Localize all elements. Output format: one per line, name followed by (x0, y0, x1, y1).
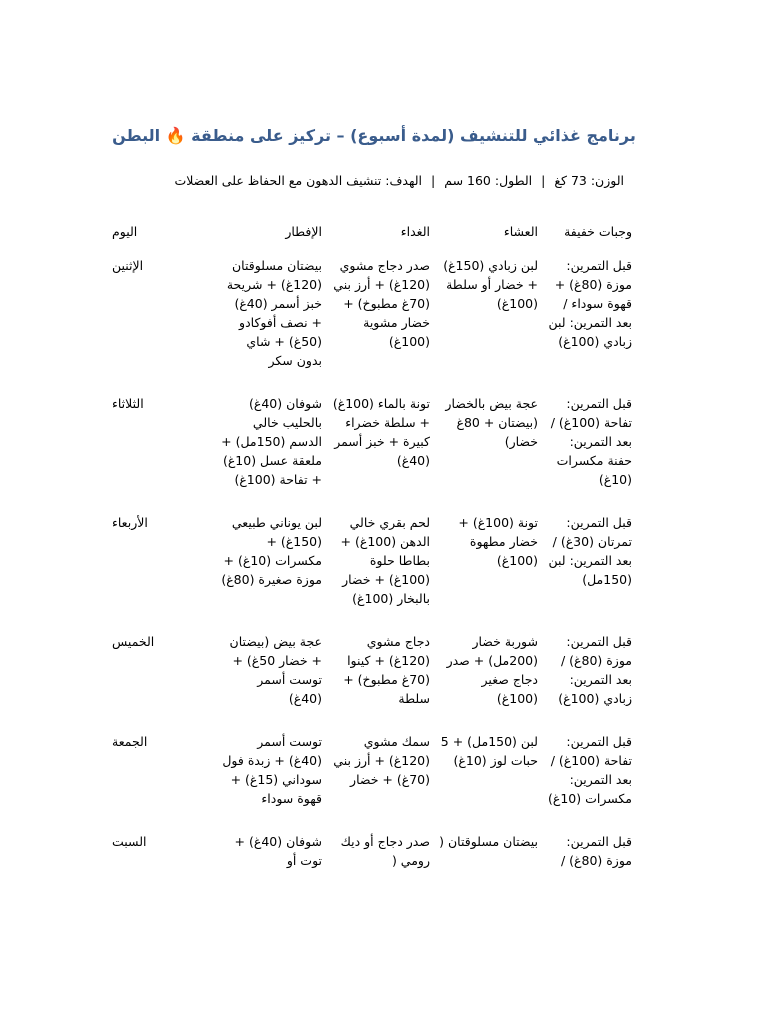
table-row (108, 632, 636, 732)
table-row (108, 513, 636, 632)
header-snacks: وجبات خفيفة (564, 224, 632, 239)
row-dinner: بيضتان مسلوقتان ( (439, 834, 538, 849)
row-snacks: قبل التمرين: تمرتان (30غ) / بعد التمرين: لبن (150مل) (548, 515, 632, 587)
row-day: السبت (112, 834, 147, 849)
table-row (108, 832, 636, 894)
header-breakfast: الإفطار (285, 224, 322, 239)
row-snacks: قبل التمرين: موزة (80غ) / (560, 834, 632, 868)
row-lunch: سمك مشوي (120غ) + أرز بني (70غ) + خضار (333, 734, 430, 787)
meta-weight: الوزن: 73 كغ (554, 173, 624, 188)
row-snacks: قبل التمرين: موزة (80غ) + قهوة سوداء / بعد التمرين: لبن زبادي (100غ) (548, 258, 632, 349)
row-breakfast: بيضتان مسلوقتان (120غ) + شريحة خبز أسمر (40غ) + نصف أفوكادو (50غ) + شاي بدون سكر (226, 258, 322, 368)
row-breakfast: لبن يوناني طبيعي (150غ) + مكسرات (10غ) + موزة صغيرة (80غ) (221, 515, 322, 587)
row-snacks: قبل التمرين: تفاحة (100غ) / بعد التمرين: مكسرات (10غ) (548, 734, 632, 806)
table-header-row (108, 222, 636, 256)
header-lunch: الغداء (400, 224, 430, 239)
row-day: الجمعة (112, 734, 148, 749)
row-lunch: لحم بقري خالي الدهن (100غ) + بطاطا حلوة (100غ) + خضار بالبخار (100غ) (340, 515, 430, 606)
document-meta (112, 172, 624, 190)
meta-goal: الهدف: تنشيف الدهون مع الحفاظ على العضلات (174, 173, 423, 188)
document-title: برنامج غذائي للتنشيف (لمدة أسبوع) – تركيز على منطقة 🔥 البطن (112, 126, 636, 145)
row-snacks: قبل التمرين: موزة (80غ) / بعد التمرين: زبادي (100غ) (558, 634, 632, 706)
table-row (108, 394, 636, 513)
row-dinner: شوربة خضار (200مل) + صدر دجاج صغير (100غ) (446, 634, 538, 706)
row-breakfast: شوفان (40غ) بالحليب خالي الدسم (150مل) + ملعقة عسل (10غ) + تفاحة (100غ) (221, 396, 322, 487)
row-dinner: تونة (100غ) + خضار مطهوة (100غ) (458, 515, 538, 568)
row-dinner: لبن زبادي (150غ) + خضار أو سلطة (100غ) (443, 258, 538, 311)
row-day: الثلاثاء (112, 396, 144, 411)
header-day: اليوم (112, 224, 138, 239)
row-breakfast: توست أسمر (40غ) + زبدة فول سوداني (15غ) + قهوة سوداء (222, 734, 322, 806)
meta-height: الطول: 160 سم (444, 173, 533, 188)
row-lunch: دجاج مشوي (120غ) + كينوا (70غ مطبوخ) + سلطة (343, 634, 430, 706)
row-snacks: قبل التمرين: تفاحة (100غ) / بعد التمرين: حفنة مكسرات (10غ) (550, 396, 632, 487)
row-lunch: صدر دجاج مشوي (120غ) + أرز بني (70غ مطبوخ) + خضار مشوية (100غ) (333, 258, 430, 349)
meta-separator: | (431, 173, 436, 188)
meal-plan-table (108, 222, 636, 894)
row-lunch: صدر دجاج أو ديك رومي ( (340, 834, 430, 868)
table-row (108, 256, 636, 394)
row-day: الأربعاء (112, 515, 148, 530)
row-day: الخميس (112, 634, 155, 649)
row-breakfast: شوفان (40غ) + توت أو (234, 834, 322, 868)
row-dinner: عجة بيض بالخضار (بيضتان + 80غ خضار) (445, 396, 538, 449)
row-lunch: تونة بالماء (100غ) + سلطة خضراء كبيرة + خبز أسمر (40غ) (332, 396, 430, 468)
row-day: الإثنين (112, 258, 144, 273)
row-breakfast: عجة بيض (بيضتان + خضار 50غ) + توست أسمر (40غ) (229, 634, 322, 706)
meta-separator: | (541, 173, 546, 188)
row-dinner: لبن (150مل) + 5 حبات لوز (10غ) (440, 734, 538, 768)
header-dinner: العشاء (503, 224, 538, 239)
table-row (108, 732, 636, 832)
